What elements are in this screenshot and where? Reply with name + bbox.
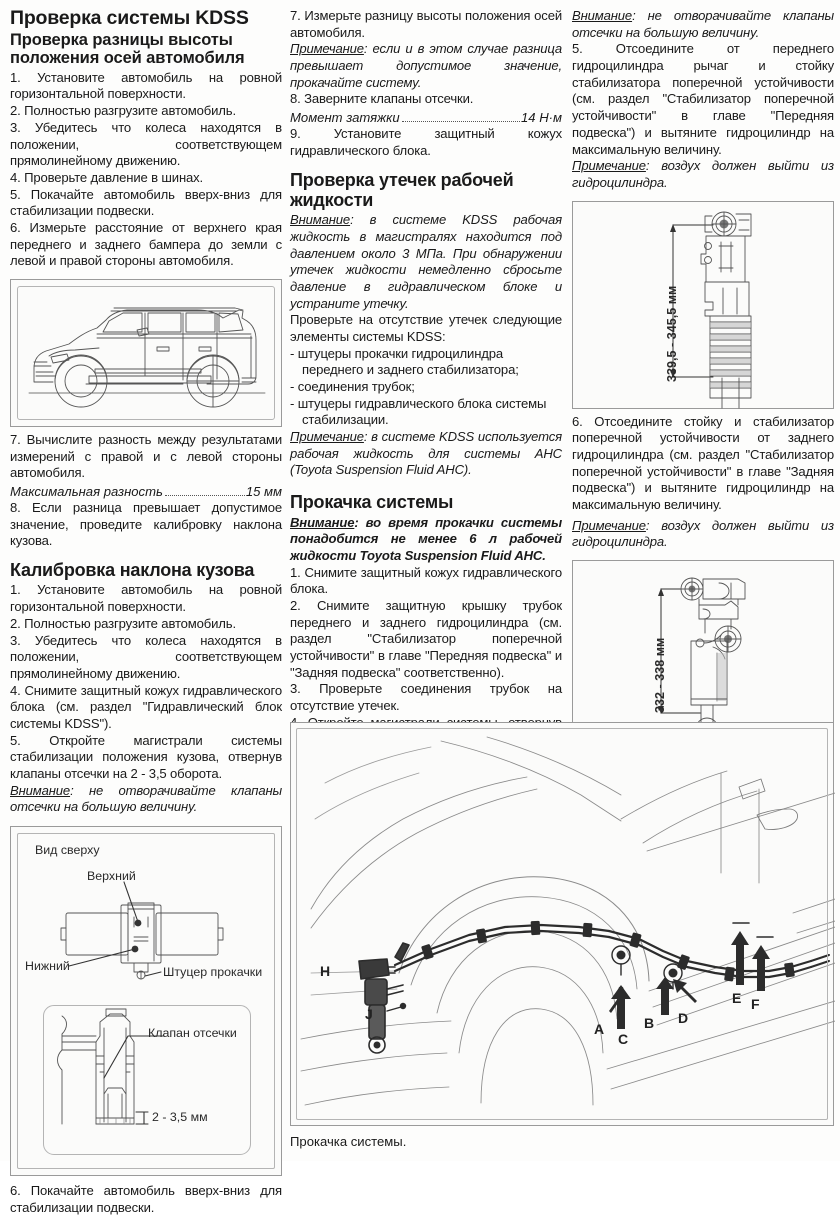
note-label: Примечание	[572, 158, 646, 174]
spec-value: 14 Н·м	[521, 110, 562, 126]
dimension-rear-cylinder: 332 - 338 мм	[653, 637, 667, 714]
subsection-title-body-tilt-calibration: Калибровка наклона кузова	[10, 560, 255, 581]
warning-do-not-unscrew	[572, 8, 834, 41]
column-3	[572, 8, 834, 742]
label-bleeder-nipple: Штуцер прокачки	[163, 965, 263, 980]
dot-leader	[402, 121, 520, 122]
dimension-front-cylinder: 339,5 - 345,5 мм	[665, 285, 679, 382]
figure-cutoff-valve-section	[43, 1005, 251, 1155]
warning-fluid-quantity	[290, 515, 562, 565]
note-air-release-rear	[572, 518, 834, 551]
step-text: 2. Полностью разгрузите автомобиль.	[10, 615, 236, 631]
page-title: Проверка системы KDSS	[10, 7, 249, 29]
note-text: : в системе KDSS используется рабочая жидкость для системы AHC (Toyota Suspension Fluid AHC).	[290, 429, 562, 478]
callout-letter-C: C	[618, 1031, 629, 1047]
step-text: 4. Снимите защитный кожух гидравлического блока (см. раздел "Гидравлический блок системы KDSS").	[10, 682, 282, 731]
note-fluid-type	[290, 429, 562, 479]
note-label: Примечание	[572, 517, 646, 533]
step-text: 2. Полностью разгрузите автомобиль.	[10, 103, 236, 119]
leak-intro-text: Проверьте на отсутствие утечек следующие элементы системы KDSS:	[290, 312, 562, 344]
step-text: 6. Отсоедините стойку и стабилизатор поперечной устойчивости от заднего гидроцилиндра (см. раздел "Стабилизатор поперечной устойчивости" в главе "Задняя подвеска") и вытяните гидроцилиндр на максимальную величину.	[572, 413, 834, 512]
label-top-view: Вид сверху	[35, 843, 100, 858]
step-text: 1. Снимите защитный кожух гидравлического блока.	[290, 564, 562, 597]
callout-letter-D: D	[678, 1010, 689, 1026]
callout-letter-F: F	[751, 996, 760, 1012]
spec-value: 15 мм	[245, 484, 282, 500]
warning-label: Внимание	[290, 514, 355, 530]
column-1	[10, 8, 282, 1216]
leak-check-list	[290, 346, 562, 429]
section-title-fluid-leak-check: Проверка утечек рабочей жидкости	[290, 169, 514, 210]
note-air-release-front	[572, 158, 834, 191]
subsection-title-axle-height: Проверка разницы высоты положения осей автомобиля	[10, 30, 245, 68]
note-text: : воздух должен выйти из гидроцилиндра.	[572, 517, 834, 550]
label-lower: Нижний	[25, 959, 70, 974]
step-text: 6. Измерьте расстояние от верхнего края переднего и заднего бампера до земли с левой и правой стороны автомобиля.	[10, 219, 282, 269]
figure-cutoff-valve	[10, 826, 282, 1176]
spec-label: Максимальная разность	[10, 484, 163, 500]
step-text: 6. Покачайте автомобиль вверх-вниз для стабилизации подвески.	[10, 1183, 282, 1215]
label-cutoff-valve: Клапан отсечки	[148, 1026, 237, 1041]
warning-text: : не отворачивайте клапаны отсечки на большую величину.	[572, 8, 834, 40]
warning-label: Внимание	[290, 212, 351, 228]
warning-text: : во время прокачки системы понадобится не менее 6 л рабочей жидкости Toyota Suspension Fluid AHC.	[290, 514, 562, 563]
step-text: 2. Снимите защитную крышку трубок переднего и заднего гидроцилиндра (см. раздел "Стабилизатор поперечной устойчивости" в главе "Передняя подвеска" и "Задняя подвеска" соответственно).	[290, 597, 562, 680]
step-text: 5. Покачайте автомобиль вверх-вниз для стабилизации подвески.	[10, 186, 282, 219]
section-title-system-bleeding: Прокачка системы	[290, 492, 454, 513]
note-pump-system	[290, 41, 562, 91]
step-text: 3. Убедитесь что колеса находятся в положении, соответствующем прямолинейному движению.	[10, 119, 282, 169]
note-text: : не отворачивайте клапаны отсечки на большую величину.	[10, 782, 282, 815]
step-text: 3. Проверьте соединения трубок на отсутствие утечек.	[290, 681, 562, 714]
step-text: 1. Установите автомобиль на ровной горизонтальной поверхности.	[10, 69, 282, 102]
figure-front-cylinder	[572, 201, 834, 409]
warning-text: : в системе KDSS рабочая жидкость в магистралях находится под давлением около 3 МПа. При обнаружении утечек жидкости немедленно сбросьте давление в гидравлическом блоке и устраните утечку.	[290, 212, 562, 311]
note-text: : если и в этом случае разница превышает допустимое значение, прокачайте систему.	[290, 41, 562, 90]
front-cylinder-drawing	[573, 202, 835, 410]
step-text: 7. Измерьте разницу высоты положения осей автомобиля.	[290, 8, 562, 40]
rear-cylinder-drawing	[573, 561, 835, 743]
dot-leader	[165, 495, 245, 496]
note-text: : воздух должен выйти из гидроцилиндра.	[572, 158, 834, 190]
note-warning	[10, 783, 282, 816]
spec-max-difference	[10, 483, 282, 500]
step-text: 4. Проверьте давление в шинах.	[10, 169, 204, 185]
list-item: - штуцеры прокачки гидроцилиндра переднего и заднего стабилизатора;	[290, 345, 519, 378]
warning-label: Внимание	[572, 8, 633, 23]
note-label: Примечание	[290, 429, 364, 445]
note-label: Внимание	[10, 782, 71, 798]
figure-bleeding-overview	[290, 722, 834, 1126]
step-text: 3. Убедитесь что колеса находятся в положении, соответствующем прямолинейному движению.	[10, 632, 282, 681]
list-item: - соединения трубок;	[290, 379, 415, 395]
step-text: 9. Установите защитный кожух гидравлического блока.	[290, 126, 562, 158]
callout-letter-J: J	[365, 1006, 373, 1022]
list-item: - штуцеры гидравлического блока системы стабилизации.	[290, 395, 547, 428]
callout-letter-E: E	[732, 990, 742, 1006]
spec-tightening-torque	[290, 109, 562, 126]
warning-pressure	[290, 212, 562, 312]
spec-label: Момент затяжки	[290, 110, 400, 126]
step-text: 5. Отсоедините от переднего гидроцилиндра рычаг и стойку стабилизатора поперечной устойчивости (см. раздел "Стабилизатор поперечной устойчивости" в главе "Передняя подвеска") и вытяните гидроцилиндр на максимальную величину.	[572, 41, 834, 157]
note-label: Примечание	[290, 41, 364, 57]
step-text: 7. Вычислите разность между результатами измерений с правой и с левой стороны автомобиля.	[10, 432, 282, 481]
step-text: 8. Если разница превышает допустимое значение, проведите калибровку наклона кузова.	[10, 500, 282, 549]
figure-caption-bleeding: Прокачка системы.	[290, 1134, 407, 1149]
step-text: 5. Откройте магистрали системы стабилизации положения кузова, отвернув клапаны отсечки на 2 - 3,5 оборота.	[10, 732, 282, 782]
callout-letter-A: A	[594, 1021, 605, 1037]
label-valve-gap-dimension: 2 - 3,5 мм	[152, 1110, 208, 1125]
column-2	[290, 8, 562, 765]
callout-letter-H: H	[320, 963, 331, 979]
step-text: 8. Заверните клапаны отсечки.	[290, 91, 474, 107]
label-upper: Верхний	[87, 869, 136, 884]
figure-vehicle-side-view	[10, 279, 282, 427]
figure-rear-cylinder	[572, 560, 834, 742]
callout-letter-B: B	[644, 1015, 655, 1031]
step-text: 1. Установите автомобиль на ровной горизонтальной поверхности.	[10, 582, 282, 615]
